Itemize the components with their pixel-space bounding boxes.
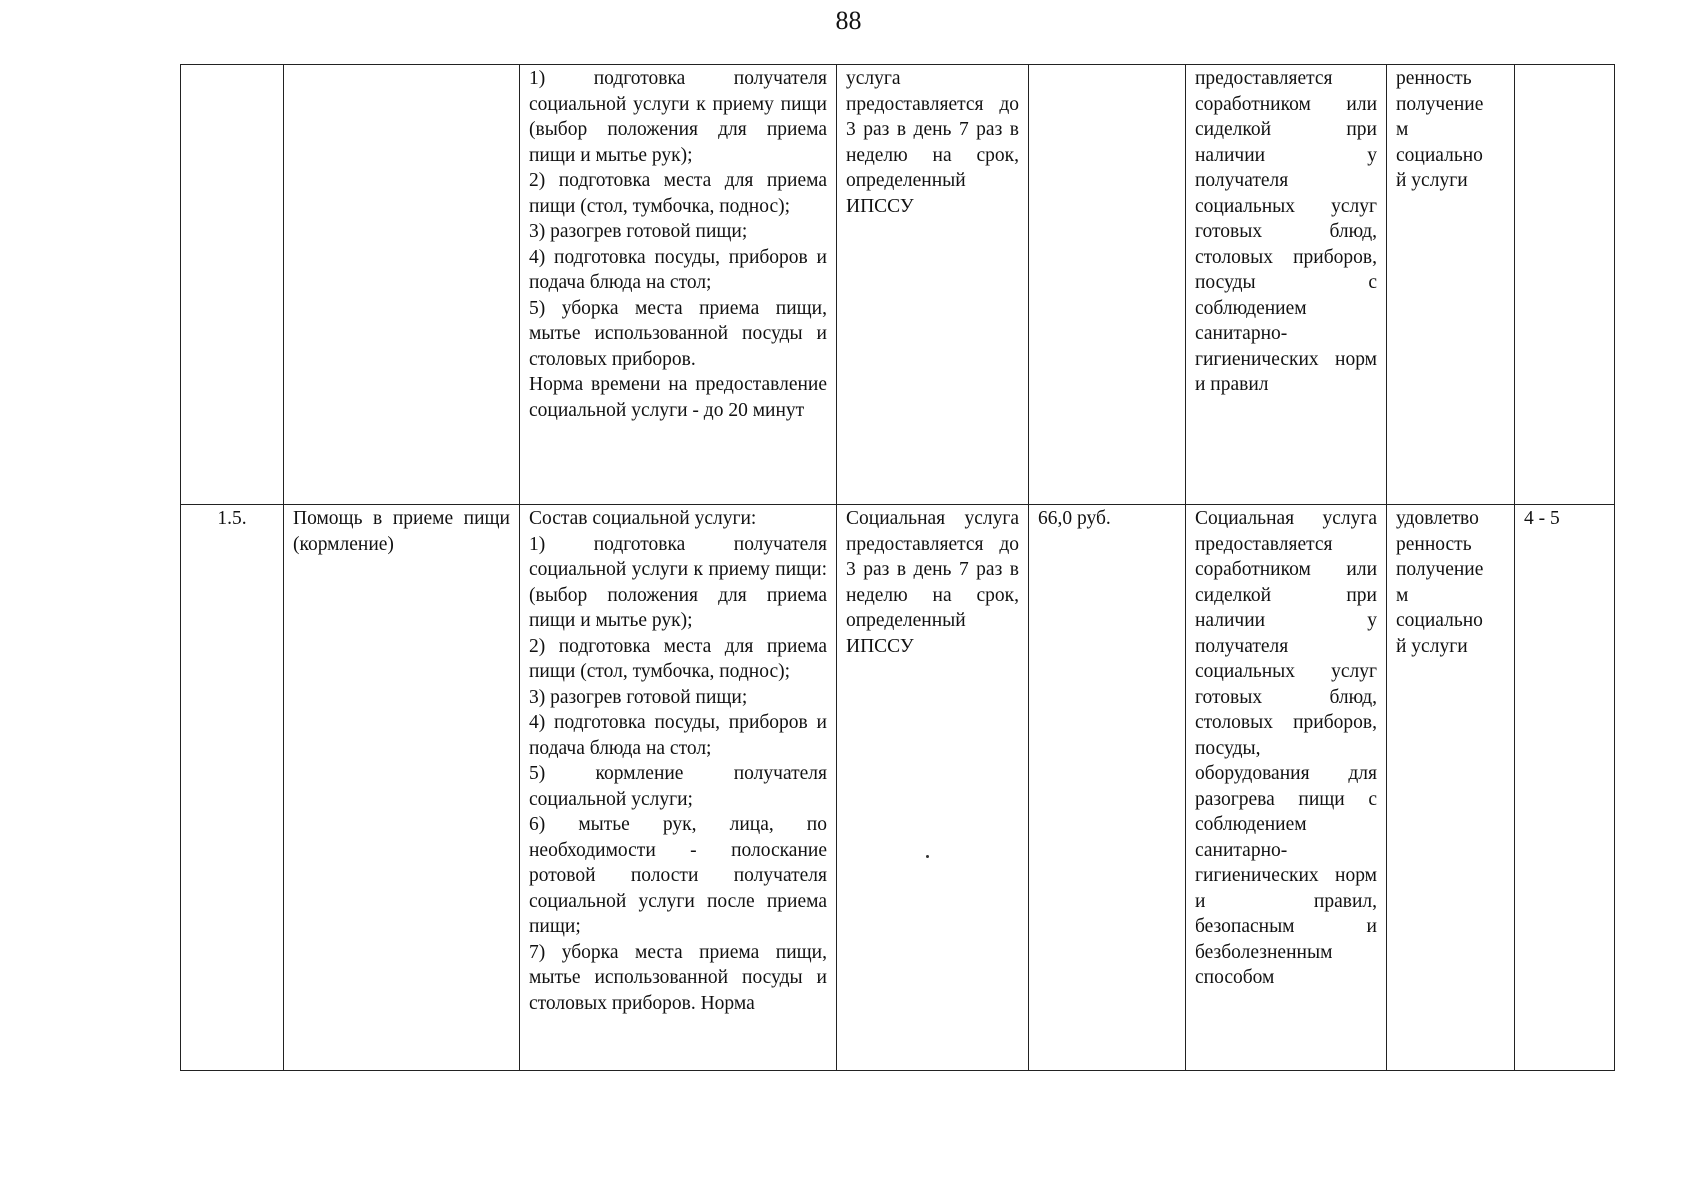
content-line: 5) уборка места приема пищи, мытье использованной посуды и столовых приборов.: [529, 297, 827, 370]
service-content-cell: [520, 65, 837, 505]
page-number: 88: [835, 6, 862, 35]
service-name-cell: Помощь в приеме пищи (кормление): [284, 505, 520, 1071]
content-line: 2) подготовка места для приема пищи (стол, тумбочка, поднос);: [529, 635, 827, 682]
indicator-line: й услуги: [1396, 170, 1468, 191]
service-indicators-cell: [1387, 65, 1515, 505]
service-terms-cell: услуга предоставляется до 3 раз в день 7 раз в неделю на срок, определенный ИПССУ: [837, 65, 1029, 505]
service-terms-cell: Социальная услуга предоставляется до 3 раз в день 7 раз в неделю на срок, определенный ИПССУ: [837, 505, 1029, 1071]
service-rating-cell: 4 - 5: [1515, 505, 1615, 1071]
indicator-line: м: [1396, 584, 1409, 606]
indicator-line: социально: [1396, 610, 1483, 631]
indicator-line: й услуги: [1396, 635, 1468, 657]
content-line: 7) уборка места приема пищи, мытье использованной посуды и столовых приборов. Норма: [529, 941, 827, 1014]
service-tariff-cell: [1029, 65, 1186, 505]
content-line: 3) разогрев готовой пищи;: [529, 686, 748, 708]
service-rating-cell: [1515, 65, 1615, 505]
indicator-line: получение: [1396, 559, 1484, 580]
content-line: 2) подготовка места для приема пищи (стол, тумбочка, поднос);: [529, 170, 827, 217]
services-table: [180, 64, 1615, 1071]
content-line: 6) мытье рук, лица, по необходимости - полоскание ротовой полости получателя социальной услуги после приема пищи;: [529, 814, 827, 937]
service-number-cell: 1.5.: [181, 505, 284, 1071]
service-name-cell: [284, 65, 520, 505]
indicator-line: м: [1396, 119, 1409, 140]
service-conditions-cell: Социальная услуга предоставляется соработником или сиделкой при наличии у получателя социальных услуг готовых блюд, столовых приборов, посуды, оборудования для разогрева пищи с соблюдением санитарно-гигиенических норм и правил, безопасным и безболезненным способом: [1186, 505, 1387, 1071]
service-number-cell: [181, 65, 284, 505]
indicator-line: ренность: [1396, 68, 1472, 89]
table-row: [181, 505, 1615, 1071]
service-indicators-cell: [1387, 505, 1515, 1071]
content-line: Состав социальной услуги:: [529, 508, 757, 529]
content-line: 4) подготовка посуды, приборов и подача блюда на стол;: [529, 246, 827, 293]
content-line: 1) подготовка получателя социальной услуги к приему пищи (выбор положения для приема пищи и мытье рук);: [529, 68, 827, 166]
content-line: 4) подготовка посуды, приборов и подача блюда на стол;: [529, 712, 827, 759]
indicator-line: ренность: [1396, 533, 1472, 555]
content-line: 1) подготовка получателя социальной услуги к приему пищи: (выбор положения для приема пищи и мытье рук);: [529, 533, 827, 631]
content-line: Норма времени на предоставление социальной услуги - до 20 минут: [529, 374, 827, 421]
table-row: [181, 65, 1615, 505]
service-content-cell: [520, 505, 837, 1071]
service-conditions-cell: предоставляется соработником или сиделкой при наличии у получателя социальных услуг готовых блюд, столовых приборов, посуды с соблюдением санитарно-гигиенических норм и правил: [1186, 65, 1387, 505]
indicator-line: удовлетво: [1396, 508, 1479, 529]
content-line: 3) разогрев готовой пищи;: [529, 221, 748, 242]
indicator-line: социально: [1396, 144, 1483, 166]
content-line: 5) кормление получателя социальной услуги;: [529, 763, 827, 810]
scan-speck: [926, 855, 929, 858]
indicator-line: получение: [1396, 93, 1484, 115]
service-tariff-cell: 66,0 руб.: [1029, 505, 1186, 1071]
